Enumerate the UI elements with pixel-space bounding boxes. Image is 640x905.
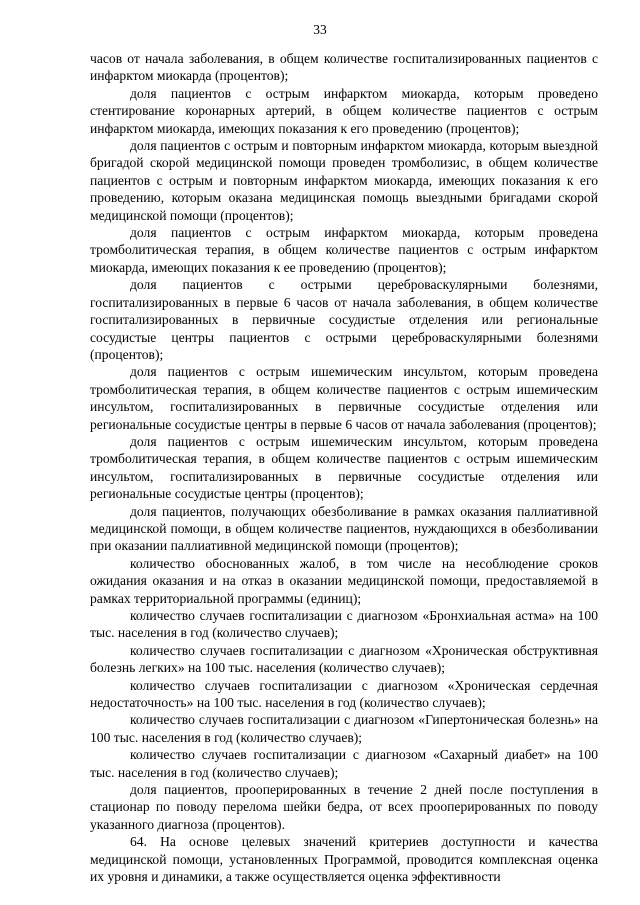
paragraph: доля пациентов с острым инфарктом миокарда, которым проведена тромболитическая терапия, в общем количестве пациентов с острым инфарктом миокарда, имеющих показания к ее проведению (процентов);: [90, 225, 598, 275]
paragraph: доля пациентов, прооперированных в течение 2 дней после поступления в стационар по поводу перелома шейки бедра, от всех прооперированных по поводу указанного диагноза (процентов).: [90, 782, 598, 832]
paragraph: количество случаев госпитализации с диагнозом «Хроническая сердечная недостаточность» на 100 тыс. населения в год (количество случаев);: [90, 677, 598, 711]
paragraph: количество обоснованных жалоб, в том числе на несоблюдение сроков ожидания оказания и на отказ в оказании медицинской помощи, предоставляемой в рамках территориальной программы (единиц);: [90, 555, 598, 606]
paragraph: доля пациентов с острым инфарктом миокарда, которым проведено стентирование коронарных артерий, в общем количестве пациентов с острым инфарктом миокарда, имеющих показания к его проведению (процентов);: [90, 85, 598, 136]
paragraph: количество случаев госпитализации с диагнозом «Сахарный диабет» на 100 тыс. населения в год (количество случаев);: [90, 747, 598, 780]
paragraph: доля пациентов, получающих обезболивание в рамках оказания паллиативной медицинской помощи, в общем количестве пациентов, нуждающихся в обезболивании при оказании паллиативной медицинской помощи (процентов);: [90, 503, 598, 554]
page-number: 33: [313, 22, 327, 37]
paragraph: 64. На основе целевых значений критериев доступности и качества медицинской помощи, установленных Программой, проводится комплексная оценка их уровня и динамики, а также осуществляется оценка эффективности: [90, 834, 598, 885]
paragraph: доля пациентов с острыми цереброваскулярными болезнями, госпитализированных в первые 6 часов от начала заболевания, в общем количестве госпитализированных в первичные сосудистые отделения или региональные сосудистые центры пациентов с острыми цереброваскулярными болезнями (процентов);: [90, 277, 598, 362]
paragraph: доля пациентов с острым ишемическим инсультом, которым проведена тромболитическая терапия, в общем количестве пациентов с острым ишемическим инсультом, госпитализированных в первичные сосудистые отделения или региональные сосудистые центры (процентов);: [90, 433, 598, 502]
paragraph: часов от начала заболевания, в общем количестве госпитализированных пациентов с инфарктом миокарда (процентов);: [90, 51, 598, 84]
paragraph: количество случаев госпитализации с диагнозом «Гипертоническая болезнь» на 100 тыс. населения в год (количество случаев);: [90, 712, 598, 745]
paragraph: количество случаев госпитализации с диагнозом «Хроническая обструктивная болезнь легких» на 100 тыс. населения (количество случаев);: [90, 642, 598, 676]
paragraph: количество случаев госпитализации с диагнозом «Бронхиальная астма» на 100 тыс. населения в год (количество случаев);: [90, 608, 598, 641]
paragraph: доля пациентов с острым и повторным инфарктом миокарда, которым выездной бригадой скорой медицинской помощи проведен тромболизис, в общем количестве пациентов с острым и повторным инфарктом миокарда, имеющих показания к его проведению, которым оказана медицинская помощь выездными бригадами скорой медицинской помощи (процентов);: [90, 138, 598, 223]
document-body: [90, 50, 598, 886]
paragraph: доля пациентов с острым ишемическим инсультом, которым проведена тромболитическая терапия, в общем количестве пациентов с острым ишемическим инсультом, госпитализированных в первичные сосудистые отделения или региональные сосудистые центры в первые 6 часов от начала заболевания (процентов);: [90, 364, 598, 432]
